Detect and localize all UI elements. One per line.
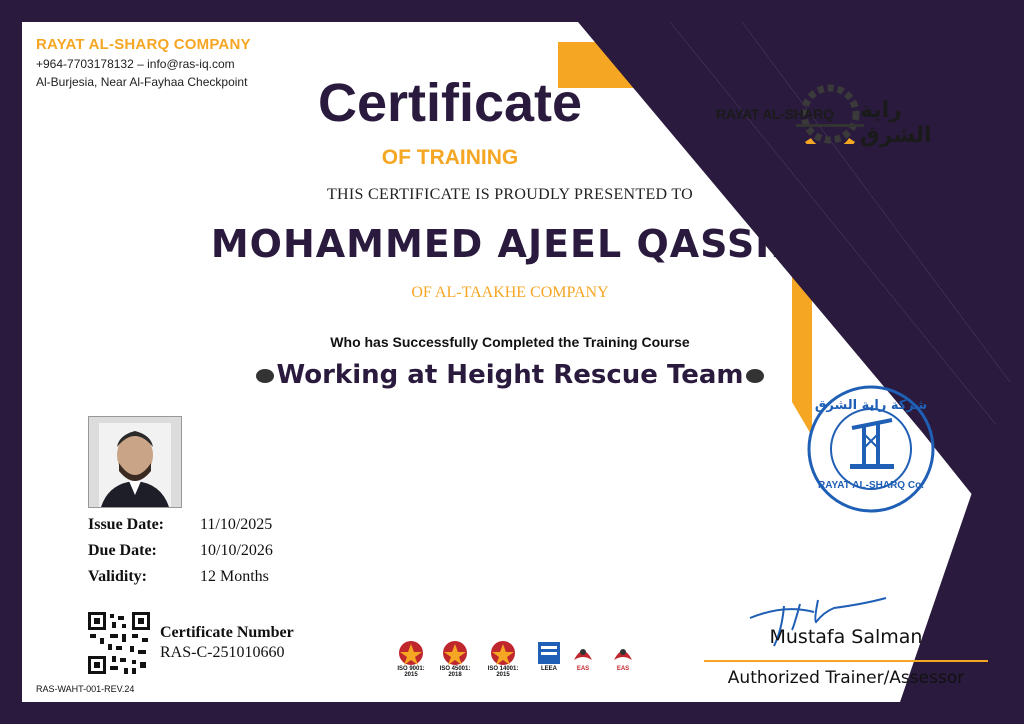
due-date-label: Due Date: bbox=[88, 542, 157, 559]
presented-to-text: THIS CERTIFICATE IS PROUDLY PRESENTED TO bbox=[326, 186, 694, 203]
due-date-row bbox=[88, 538, 273, 564]
eas-badge-icon bbox=[604, 640, 642, 672]
certificate-title: Certificate bbox=[317, 73, 583, 133]
stamp-text-en: RAYAT AL-SHARQ Co. bbox=[818, 480, 924, 491]
recipient-name: MOHAMMED AJEEL QASSIM bbox=[210, 222, 810, 266]
leea-badge-icon bbox=[530, 640, 568, 672]
recipient-photo bbox=[88, 416, 182, 508]
bullet-icon bbox=[256, 369, 274, 383]
badge-label: EAS bbox=[616, 666, 630, 672]
person-photo-icon bbox=[89, 417, 181, 507]
badge-label: ISO 14001: 2015 bbox=[487, 666, 519, 678]
company-logo bbox=[712, 80, 948, 148]
badge-label: ISO 9001: 2015 bbox=[397, 666, 425, 678]
badge-label: ISO 45001: 2018 bbox=[439, 666, 471, 678]
course-name-row bbox=[180, 360, 840, 390]
due-date-value: 10/10/2026 bbox=[200, 542, 273, 559]
company-address: Al-Burjesia, Near Al-Fayhaa Checkpoint bbox=[36, 75, 248, 89]
accreditation-badges bbox=[392, 640, 642, 698]
certificate-number-label: Certificate Number bbox=[160, 624, 294, 641]
issue-date-row bbox=[88, 512, 273, 538]
signatory-name: Mustafa Salman bbox=[769, 626, 923, 648]
signature-line bbox=[704, 660, 988, 662]
issue-date-label: Issue Date: bbox=[88, 516, 164, 533]
company-stamp bbox=[806, 384, 936, 514]
validity-label: Validity: bbox=[88, 568, 147, 585]
logo-text-en: RAYAT AL-SHARQ bbox=[716, 106, 834, 122]
company-header bbox=[36, 36, 251, 89]
qr-code-graphic bbox=[88, 612, 150, 674]
stamp-text-ar: شركة راية الشرق bbox=[814, 398, 928, 413]
validity-row bbox=[88, 564, 273, 590]
recipient-organization: OF AL-TAAKHE COMPANY bbox=[411, 284, 609, 301]
iso-badge-icon bbox=[484, 640, 522, 678]
iso-badge-icon bbox=[436, 640, 474, 678]
course-name: Working at Height Rescue Team bbox=[276, 360, 744, 390]
badge-label: LEEA bbox=[540, 666, 557, 672]
dates-block bbox=[88, 512, 273, 590]
logo-text-ar: راية الشرق bbox=[860, 98, 932, 148]
badge-label: EAS bbox=[576, 666, 590, 672]
company-name: RAYAT AL-SHARQ COMPANY bbox=[36, 36, 251, 53]
certificate-number-value: RAS-C-251010660 bbox=[160, 644, 285, 661]
completed-text: Who has Successfully Completed the Training Course bbox=[330, 334, 690, 350]
certificate-subtitle: OF TRAINING bbox=[381, 146, 519, 169]
company-contact: +964-7703178132 – info@ras-iq.com bbox=[36, 57, 235, 71]
signatory-title: Authorized Trainer/Assessor bbox=[727, 668, 965, 688]
qr-code-icon[interactable] bbox=[88, 612, 150, 674]
revision-code: RAS-WAHT-001-REV.24 bbox=[36, 684, 135, 694]
certificate-number-block bbox=[160, 624, 294, 662]
validity-value: 12 Months bbox=[200, 568, 269, 585]
iso-badge-icon bbox=[392, 640, 430, 678]
issue-date-value: 11/10/2025 bbox=[200, 516, 273, 533]
eas-badge-icon bbox=[564, 640, 602, 672]
bullet-icon bbox=[746, 369, 764, 383]
